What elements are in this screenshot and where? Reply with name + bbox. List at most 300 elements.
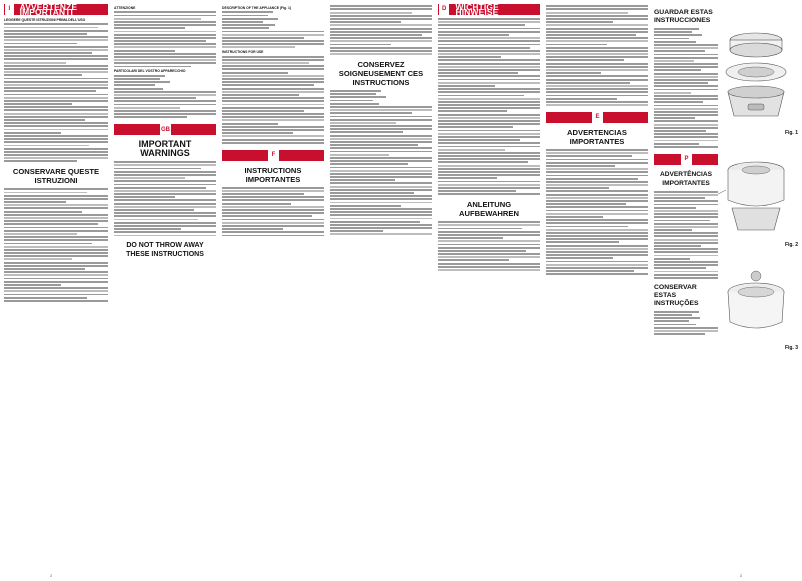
text-line — [438, 85, 495, 87]
text-line — [654, 213, 718, 215]
text-line — [114, 84, 155, 86]
text-line — [4, 129, 108, 131]
text-line — [222, 113, 324, 115]
text-line — [4, 65, 108, 67]
text-line — [222, 203, 291, 205]
text-line — [654, 210, 718, 212]
text-line — [330, 100, 373, 102]
text-line — [330, 214, 432, 216]
text-line — [330, 157, 432, 159]
text-line — [654, 143, 699, 145]
text-line — [546, 91, 648, 93]
text-line — [546, 66, 648, 68]
section-title: PARTICOLARI DEL VOSTRO APPARECCHIO — [114, 69, 186, 74]
language-banner-it — [4, 4, 108, 15]
text-line — [4, 198, 108, 200]
text-line — [114, 24, 216, 26]
text-line — [546, 232, 648, 234]
french-title: INSTRUCTIONS IMPORTANTES — [244, 165, 302, 184]
text-line — [438, 133, 540, 135]
text-line — [4, 109, 108, 111]
portuguese-warning-header — [654, 154, 718, 188]
text-line — [222, 209, 324, 211]
text-line — [4, 214, 108, 216]
text-line — [222, 139, 324, 141]
english-warning-header — [114, 124, 216, 158]
text-line — [114, 53, 216, 55]
text-line — [546, 200, 648, 202]
text-line — [438, 24, 525, 26]
text-line — [330, 44, 391, 46]
text-line — [654, 197, 705, 199]
text-line — [546, 152, 648, 154]
text-line — [330, 202, 432, 204]
text-line — [546, 238, 648, 240]
text-line — [4, 39, 108, 41]
page-number-left: 2 — [50, 573, 53, 578]
text-line — [654, 324, 696, 326]
text-line — [438, 240, 540, 242]
banner-title: WICHTIGE HINWEISE — [455, 4, 499, 17]
text-line — [222, 34, 324, 36]
text-line — [330, 8, 432, 10]
text-line — [114, 222, 216, 224]
text-line — [546, 47, 648, 49]
text-line — [438, 120, 540, 122]
text-line — [546, 165, 615, 167]
text-line — [114, 31, 216, 33]
text-line — [438, 47, 530, 49]
text-line — [330, 173, 432, 175]
text-line — [546, 219, 648, 221]
text-line — [4, 122, 108, 124]
text-line — [438, 177, 497, 179]
text-line — [654, 117, 695, 119]
text-line — [654, 101, 703, 103]
text-line — [114, 34, 216, 36]
text-line — [4, 30, 108, 32]
text-line — [4, 116, 108, 118]
text-line — [222, 135, 324, 137]
text-line — [654, 108, 718, 110]
text-line — [438, 193, 540, 195]
text-line — [4, 300, 108, 302]
text-line — [546, 229, 648, 231]
text-line — [654, 95, 718, 97]
text-line — [654, 76, 718, 78]
text-line — [4, 268, 85, 270]
text-line — [114, 94, 216, 96]
text-line — [654, 194, 718, 196]
text-line — [4, 55, 108, 57]
text-line — [654, 28, 699, 30]
text-line — [654, 207, 696, 209]
text-line — [438, 139, 520, 141]
text-line — [546, 175, 648, 177]
text-line — [330, 218, 432, 220]
text-line — [114, 225, 216, 227]
text-line — [114, 209, 194, 211]
text-line — [222, 196, 324, 198]
text-line — [546, 79, 648, 81]
text-line — [654, 274, 718, 276]
text-line — [4, 58, 108, 60]
text-line — [222, 91, 324, 93]
text-line — [114, 180, 216, 182]
text-line — [546, 241, 619, 243]
text-line — [438, 158, 540, 160]
text-line — [4, 294, 108, 296]
text-line — [654, 50, 705, 52]
text-line — [438, 28, 540, 30]
text-line — [4, 239, 108, 241]
appliance-assembled-illustration — [716, 150, 796, 240]
text-line — [546, 82, 630, 84]
keep-instructions-title: DO NOT THROW AWAY THESE INSTRUCTIONS — [126, 242, 204, 259]
text-line — [438, 152, 540, 154]
text-line — [654, 261, 718, 263]
text-line — [654, 44, 718, 46]
text-line — [438, 256, 540, 258]
text-line — [546, 171, 648, 173]
text-line — [222, 228, 283, 230]
section-title: INSTRUCTIONS FOR USE — [222, 50, 264, 55]
text-line — [4, 46, 108, 48]
text-line — [330, 18, 432, 20]
text-line — [438, 104, 540, 106]
text-line — [222, 142, 324, 144]
text-line — [330, 189, 432, 191]
text-line — [438, 91, 540, 93]
text-line — [330, 106, 432, 108]
description-heading: DESCRIPTION OF THE APPLIANCE (Fig. 1) — [222, 6, 292, 10]
text-line — [438, 31, 540, 33]
text-line — [114, 187, 206, 189]
text-line — [438, 234, 540, 236]
text-line — [654, 124, 718, 126]
text-block — [438, 18, 540, 195]
text-line — [546, 95, 648, 97]
text-line — [4, 90, 96, 92]
text-line — [222, 132, 293, 134]
text-line — [222, 94, 299, 96]
text-line — [4, 192, 87, 194]
text-line — [438, 165, 540, 167]
text-line — [546, 210, 648, 212]
text-line — [330, 53, 432, 55]
text-line — [654, 204, 718, 206]
text-line — [330, 230, 383, 232]
text-line — [4, 204, 108, 206]
text-line — [438, 37, 540, 39]
text-line — [114, 88, 163, 90]
text-line — [654, 317, 700, 319]
text-block — [114, 11, 216, 67]
text-line — [4, 281, 108, 283]
text-line — [114, 212, 216, 214]
text-line — [330, 151, 432, 153]
text-line — [546, 245, 648, 247]
text-line — [438, 142, 540, 144]
column-italian — [4, 4, 108, 303]
text-line — [4, 125, 108, 127]
spanish-warning-header — [546, 112, 648, 146]
text-line — [114, 27, 185, 29]
text-line — [330, 5, 432, 7]
column-spanish-portuguese — [654, 4, 718, 336]
language-flag: D — [439, 4, 449, 15]
text-line — [654, 264, 718, 266]
text-line — [654, 133, 718, 135]
text-line — [4, 87, 108, 89]
portuguese-title: ADVERTÊNCIAS IMPORTANTES — [659, 170, 713, 187]
text-line — [438, 72, 518, 74]
text-line — [330, 170, 432, 172]
text-line — [114, 199, 216, 201]
language-banner-pt — [654, 154, 718, 165]
text-line — [4, 135, 108, 137]
text-line — [4, 160, 77, 162]
text-line — [114, 113, 216, 115]
text-block — [4, 23, 108, 162]
figure-label: Fig. 1 — [784, 130, 798, 136]
text-line — [330, 103, 379, 105]
text-line — [438, 155, 540, 157]
text-line — [114, 110, 216, 112]
text-line — [438, 136, 540, 138]
text-line — [438, 161, 528, 163]
text-line — [222, 15, 268, 17]
text-line — [438, 56, 501, 58]
text-line — [330, 90, 381, 92]
text-line — [330, 96, 386, 98]
text-line — [654, 327, 718, 329]
text-line — [654, 267, 706, 269]
text-line — [654, 85, 718, 87]
text-line — [222, 129, 324, 131]
text-line — [438, 82, 540, 84]
text-line — [438, 88, 540, 90]
text-line — [114, 174, 216, 176]
section-title: CONSERVEZ SOIGNEUSEMENT CES INSTRUCTIONS — [338, 60, 424, 87]
text-line — [4, 243, 92, 245]
text-block — [222, 11, 324, 48]
text-line — [654, 200, 718, 202]
intro-heading: LEGGERE QUESTE ISTRUZIONI PRIMA DELL'USO — [4, 18, 86, 22]
text-line — [4, 100, 108, 102]
text-line — [4, 74, 82, 76]
text-line — [546, 37, 648, 39]
text-line — [114, 177, 185, 179]
section-title: CONSERVAR ESTAS INSTRUÇÕES — [654, 283, 699, 307]
text-line — [438, 59, 540, 61]
text-line — [330, 21, 401, 23]
figure-2 — [716, 150, 796, 240]
text-line — [438, 149, 505, 151]
column-english — [222, 4, 324, 238]
text-line — [114, 231, 216, 233]
text-line — [654, 105, 718, 107]
text-line — [4, 252, 108, 254]
text-line — [114, 171, 216, 173]
text-line — [222, 37, 304, 39]
text-line — [222, 78, 324, 80]
text-line — [114, 46, 216, 48]
text-line — [4, 132, 61, 134]
text-line — [330, 116, 432, 118]
text-line — [654, 41, 696, 43]
text-line — [438, 187, 540, 189]
text-line — [330, 198, 432, 200]
text-line — [546, 226, 628, 228]
text-line — [546, 8, 648, 10]
text-line — [4, 81, 108, 83]
text-line — [654, 229, 692, 231]
text-line — [222, 84, 314, 86]
text-line — [222, 72, 288, 74]
text-line — [546, 72, 601, 74]
text-line — [4, 297, 87, 299]
text-line — [4, 36, 108, 38]
language-flag: F — [268, 150, 279, 161]
text-block — [114, 161, 216, 236]
language-banner-es — [546, 112, 648, 123]
text-line — [330, 135, 432, 137]
text-line — [330, 122, 396, 124]
text-line — [330, 167, 432, 169]
text-line — [330, 163, 408, 165]
text-line — [114, 203, 216, 205]
text-line — [114, 81, 170, 83]
text-line — [4, 227, 108, 229]
text-line — [546, 162, 648, 164]
text-line — [330, 40, 432, 42]
text-line — [4, 141, 108, 143]
text-line — [546, 273, 648, 275]
text-line — [546, 63, 648, 65]
text-line — [654, 251, 718, 253]
language-banner-de — [438, 4, 540, 15]
text-line — [4, 62, 66, 64]
text-block — [222, 187, 324, 237]
text-line — [546, 190, 648, 192]
text-line — [546, 222, 648, 224]
text-line — [114, 215, 216, 217]
text-line — [438, 69, 540, 71]
text-line — [114, 219, 198, 221]
text-line — [330, 205, 401, 207]
text-line — [546, 21, 613, 23]
text-line — [4, 265, 108, 267]
text-line — [654, 216, 718, 218]
text-line — [654, 38, 689, 40]
text-line — [438, 114, 540, 116]
text-line — [330, 192, 414, 194]
text-line — [4, 284, 61, 286]
text-line — [222, 75, 324, 77]
text-line — [330, 131, 403, 133]
text-line — [330, 12, 412, 14]
text-line — [438, 44, 540, 46]
text-line — [546, 24, 648, 26]
text-line — [546, 181, 648, 183]
text-line — [546, 5, 648, 7]
text-line — [222, 107, 324, 109]
text-line — [438, 171, 540, 173]
french-warning-header — [222, 150, 324, 184]
text-line — [546, 31, 648, 33]
text-line — [114, 235, 216, 237]
column-german-spanish — [546, 4, 648, 277]
text-line — [654, 248, 718, 250]
text-line — [330, 138, 432, 140]
text-line — [438, 63, 540, 65]
text-line — [654, 60, 694, 62]
text-line — [546, 15, 648, 17]
text-line — [438, 79, 540, 81]
text-line — [114, 15, 216, 17]
text-line — [654, 34, 702, 36]
section-title: GUARDAR ESTAS INSTRUCCIONES — [654, 9, 713, 24]
text-line — [330, 224, 432, 226]
text-line — [114, 66, 191, 68]
text-line — [222, 88, 324, 90]
text-line — [438, 174, 540, 176]
figure-label: Fig. 3 — [784, 345, 798, 351]
text-line — [438, 269, 540, 271]
text-line — [438, 259, 509, 261]
text-line — [438, 181, 540, 183]
text-line — [222, 21, 263, 23]
text-line — [438, 221, 540, 223]
text-line — [546, 270, 634, 272]
text-line — [4, 33, 87, 35]
text-line — [4, 207, 108, 209]
text-line — [546, 203, 626, 205]
text-line — [654, 239, 718, 241]
text-line — [438, 98, 540, 100]
text-line — [222, 235, 324, 237]
text-line — [4, 236, 108, 238]
text-line — [4, 249, 108, 251]
text-line — [438, 34, 509, 36]
text-line — [222, 43, 324, 45]
text-line — [4, 23, 108, 25]
text-line — [4, 113, 108, 115]
text-line — [4, 255, 108, 257]
text-line — [222, 190, 324, 192]
text-line — [654, 92, 691, 94]
text-line — [330, 176, 432, 178]
text-line — [438, 50, 540, 52]
text-line — [438, 75, 540, 77]
text-line — [114, 196, 175, 198]
text-line — [546, 50, 648, 52]
text-line — [654, 47, 718, 49]
text-line — [654, 191, 718, 193]
text-line — [546, 206, 648, 208]
text-line — [546, 213, 648, 215]
text-line — [222, 116, 324, 118]
text-line — [4, 287, 108, 289]
text-line — [330, 141, 432, 143]
text-line — [654, 258, 690, 260]
text-line — [546, 194, 648, 196]
text-line — [546, 59, 624, 61]
text-line — [654, 66, 718, 68]
text-line — [438, 130, 540, 132]
text-line — [330, 34, 422, 36]
